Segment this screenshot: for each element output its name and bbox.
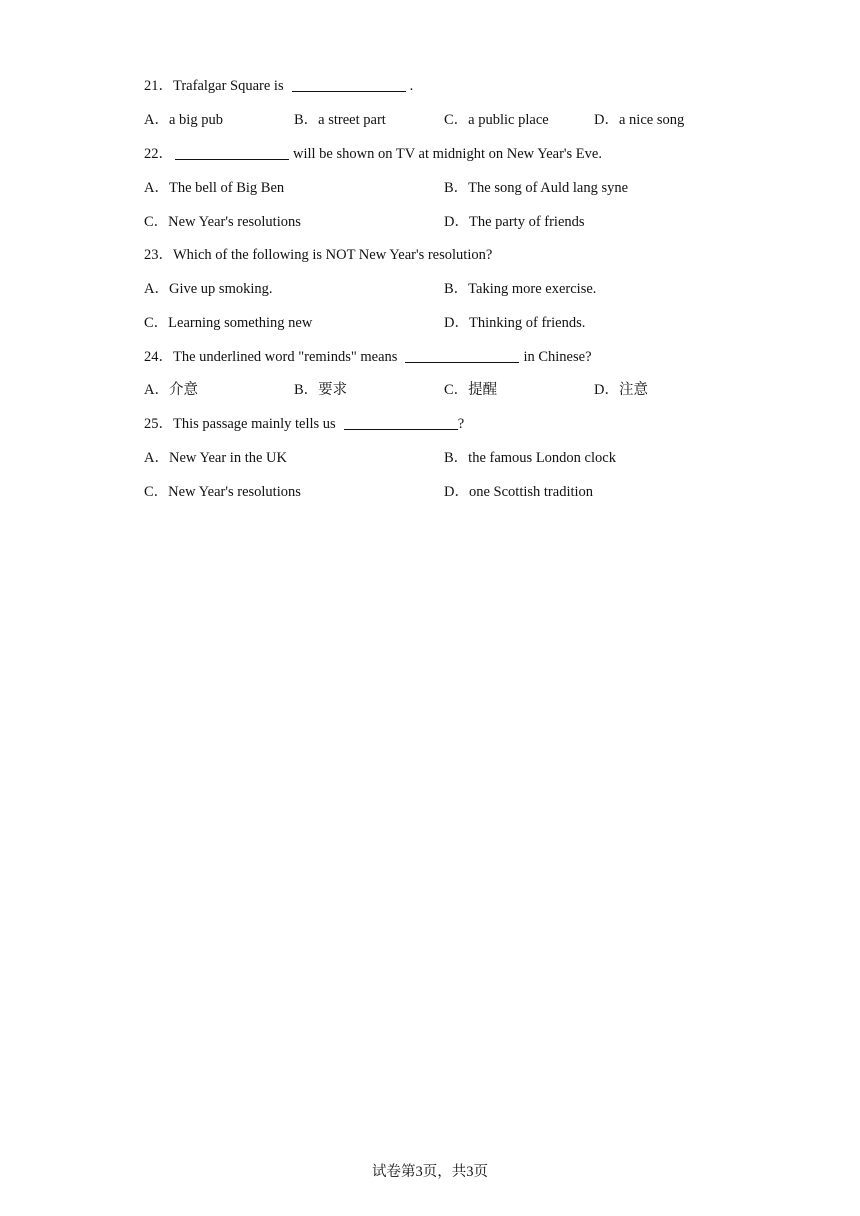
question-22 [144,142,602,163]
question-25 [144,412,464,433]
option-letter: A． [144,112,169,128]
option-d[interactable] [444,480,593,501]
option-d[interactable] [594,108,684,129]
option-b[interactable] [444,277,596,298]
option-text: New Year's resolutions [168,484,301,500]
question-text: This passage mainly tells us [173,416,336,432]
option-text: Taking more exercise. [468,281,597,297]
option-letter: A． [144,450,169,466]
question-21 [144,74,413,95]
question-number: 22． [144,146,173,162]
question-number: 21． [144,78,173,94]
option-a[interactable] [144,378,198,399]
option-letter: B． [294,112,319,128]
answer-blank [344,415,458,431]
option-letter: C． [444,382,469,398]
option-text: New Year in the UK [168,450,287,466]
option-text: one Scottish tradition [468,484,594,500]
option-text: a street part [318,112,386,128]
question-text: Trafalgar Square is [173,78,284,94]
question-text-end: in Chinese? [523,349,592,365]
option-d[interactable] [444,210,585,231]
page-footer: 试卷第3页，共3页 [372,1164,488,1180]
option-c[interactable] [144,210,301,231]
option-c[interactable] [144,480,301,501]
option-text: 提醒 [468,382,498,398]
option-text: a nice song [618,112,685,128]
question-24 [144,345,592,366]
option-text: a public place [468,112,549,128]
answer-blank [405,348,519,364]
option-c[interactable] [444,378,497,399]
option-b[interactable] [444,176,628,197]
option-c[interactable] [444,108,549,129]
option-c[interactable] [144,311,312,332]
question-text-end: will be shown on TV at midnight on New Year's Eve. [293,146,602,162]
option-text: Give up smoking. [168,281,273,297]
question-text-end: ? [457,416,465,432]
option-b[interactable] [444,446,616,467]
option-letter: B． [444,450,469,466]
option-text: 注意 [618,382,648,398]
option-text: The bell of Big Ben [168,180,285,196]
option-text: the famous London clock [468,450,616,466]
option-text: The song of Auld lang syne [468,180,629,196]
option-text: Learning something new [168,315,313,331]
option-text: The party of friends [468,214,585,230]
option-letter: C． [444,112,469,128]
option-letter: A． [144,281,169,297]
option-letter: B． [444,281,469,297]
option-letter: D． [444,315,469,331]
question-23 [144,243,492,264]
option-d[interactable] [594,378,648,399]
question-text: The underlined word "reminds" means [173,349,398,365]
option-letter: A． [144,382,169,398]
answer-blank [175,145,289,161]
question-number: 24． [144,349,173,365]
option-text: Thinking of friends. [468,315,586,331]
option-a[interactable] [144,446,287,467]
option-b[interactable] [294,378,347,399]
option-a[interactable] [144,108,223,129]
question-number: 23． [144,247,173,263]
option-text: New Year's resolutions [168,214,301,230]
option-a[interactable] [144,176,284,197]
option-b[interactable] [294,108,386,129]
option-letter: C． [144,315,169,331]
option-letter: D． [444,214,469,230]
option-letter: C． [144,214,169,230]
option-letter: D． [444,484,469,500]
option-letter: B． [294,382,319,398]
option-letter: A． [144,180,169,196]
option-d[interactable] [444,311,585,332]
option-text: 要求 [318,382,348,398]
answer-blank [292,77,406,93]
option-letter: B． [444,180,469,196]
option-letter: D． [594,112,619,128]
option-text: a big pub [168,112,223,128]
option-letter: C． [144,484,169,500]
question-text-end: . [409,78,414,94]
option-letter: D． [594,382,619,398]
option-a[interactable] [144,277,273,298]
option-text: 介意 [168,382,198,398]
question-number: 25． [144,416,173,432]
question-text: Which of the following is NOT New Year's resolution? [173,247,493,263]
